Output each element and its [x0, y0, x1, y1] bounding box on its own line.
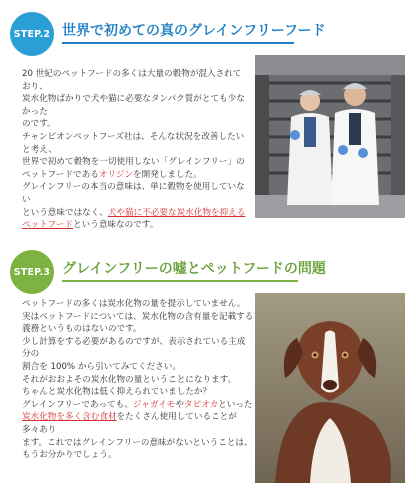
text-span: をたくさん使用していることが多々あり	[22, 412, 237, 435]
step3-line: ます。これではグレインフリーの意味がないということは、	[22, 437, 253, 448]
text-span: や	[175, 399, 185, 410]
step3-line: 義務というものはないのです。	[22, 324, 142, 335]
step3-body	[22, 298, 254, 462]
step2-heading-underline	[62, 42, 294, 44]
step2-section	[0, 0, 416, 238]
step2-line: 炭水化物ばかりで犬や猫に必要なタンパク質がとても少なかった	[22, 94, 245, 117]
step3-line: 少し計算をする必要があるのですが、表示されている主成分の	[22, 336, 246, 360]
step2-badge: STEP.2	[10, 12, 54, 56]
lab-scientists-photo	[255, 55, 405, 218]
step3-badge: STEP.3	[10, 250, 54, 294]
step3-line: ペットフードの多くは炭水化物の量を提示していません。	[22, 299, 246, 309]
step2-line	[22, 219, 248, 232]
step3-line: 割合を 100% から引いてみてください。	[22, 361, 181, 372]
step3-line: それがおおよその炭水化物の量ということになります。	[22, 374, 237, 385]
step3-line: 実はペットフードについては、炭水化物の含有量を記載する	[22, 311, 254, 322]
step3-line: ちゃんと炭水化物は低く抑えられていましたか？	[22, 387, 212, 398]
lab-photo-illustration	[255, 55, 405, 218]
origin-highlight: オリジン	[98, 169, 134, 180]
step2-line: のです。	[22, 119, 56, 130]
high-carb-highlight: 炭水化物を多く含む食材	[22, 412, 117, 423]
step3-heading-underline	[62, 280, 298, 282]
text-span: という意味ではなく、	[22, 207, 108, 218]
tapioca-highlight: タピオカ	[184, 399, 219, 410]
petfood-highlight: ペットフード	[22, 220, 74, 231]
step2-line: 世界で初めて穀物を一切使用しない「グレインフリー」の	[22, 157, 245, 168]
text-span: ペットフードである	[22, 169, 99, 180]
step3-heading: グレインフリーの嘘とペットフードの問題	[62, 261, 326, 277]
text-span: を開発しました。	[133, 169, 202, 180]
step3-line: もうお分かりでしょう。	[22, 450, 117, 461]
potato-highlight: ジャガイモ	[132, 399, 176, 410]
dog-photo-illustration	[255, 293, 405, 483]
carb-highlight: 犬や猫に不必要な炭水化物を抑える	[107, 207, 246, 218]
step2-heading: 世界で初めての真のグレインフリーフード	[62, 23, 326, 39]
step2-body	[22, 68, 248, 232]
step2-line: グレインフリーの本当の意味は、単に穀物を使用していない	[22, 182, 245, 205]
text-span: グレインフリーであっても、	[22, 399, 133, 410]
step3-section	[0, 250, 416, 495]
dog-photo	[255, 293, 405, 483]
step3-line	[22, 411, 254, 436]
step2-line: 20 世紀のペットフードの多くは大量の穀物が混入されており、	[22, 69, 242, 92]
step2-line	[22, 207, 248, 220]
step2-line: チャンピオンペットフーズ社は、そんな状況を改善したいと考え、	[22, 131, 245, 155]
step2-line-origin	[22, 169, 248, 182]
step3-line	[22, 399, 254, 412]
text-span: という意味なのです。	[73, 220, 159, 231]
text-span: といった	[218, 399, 253, 410]
